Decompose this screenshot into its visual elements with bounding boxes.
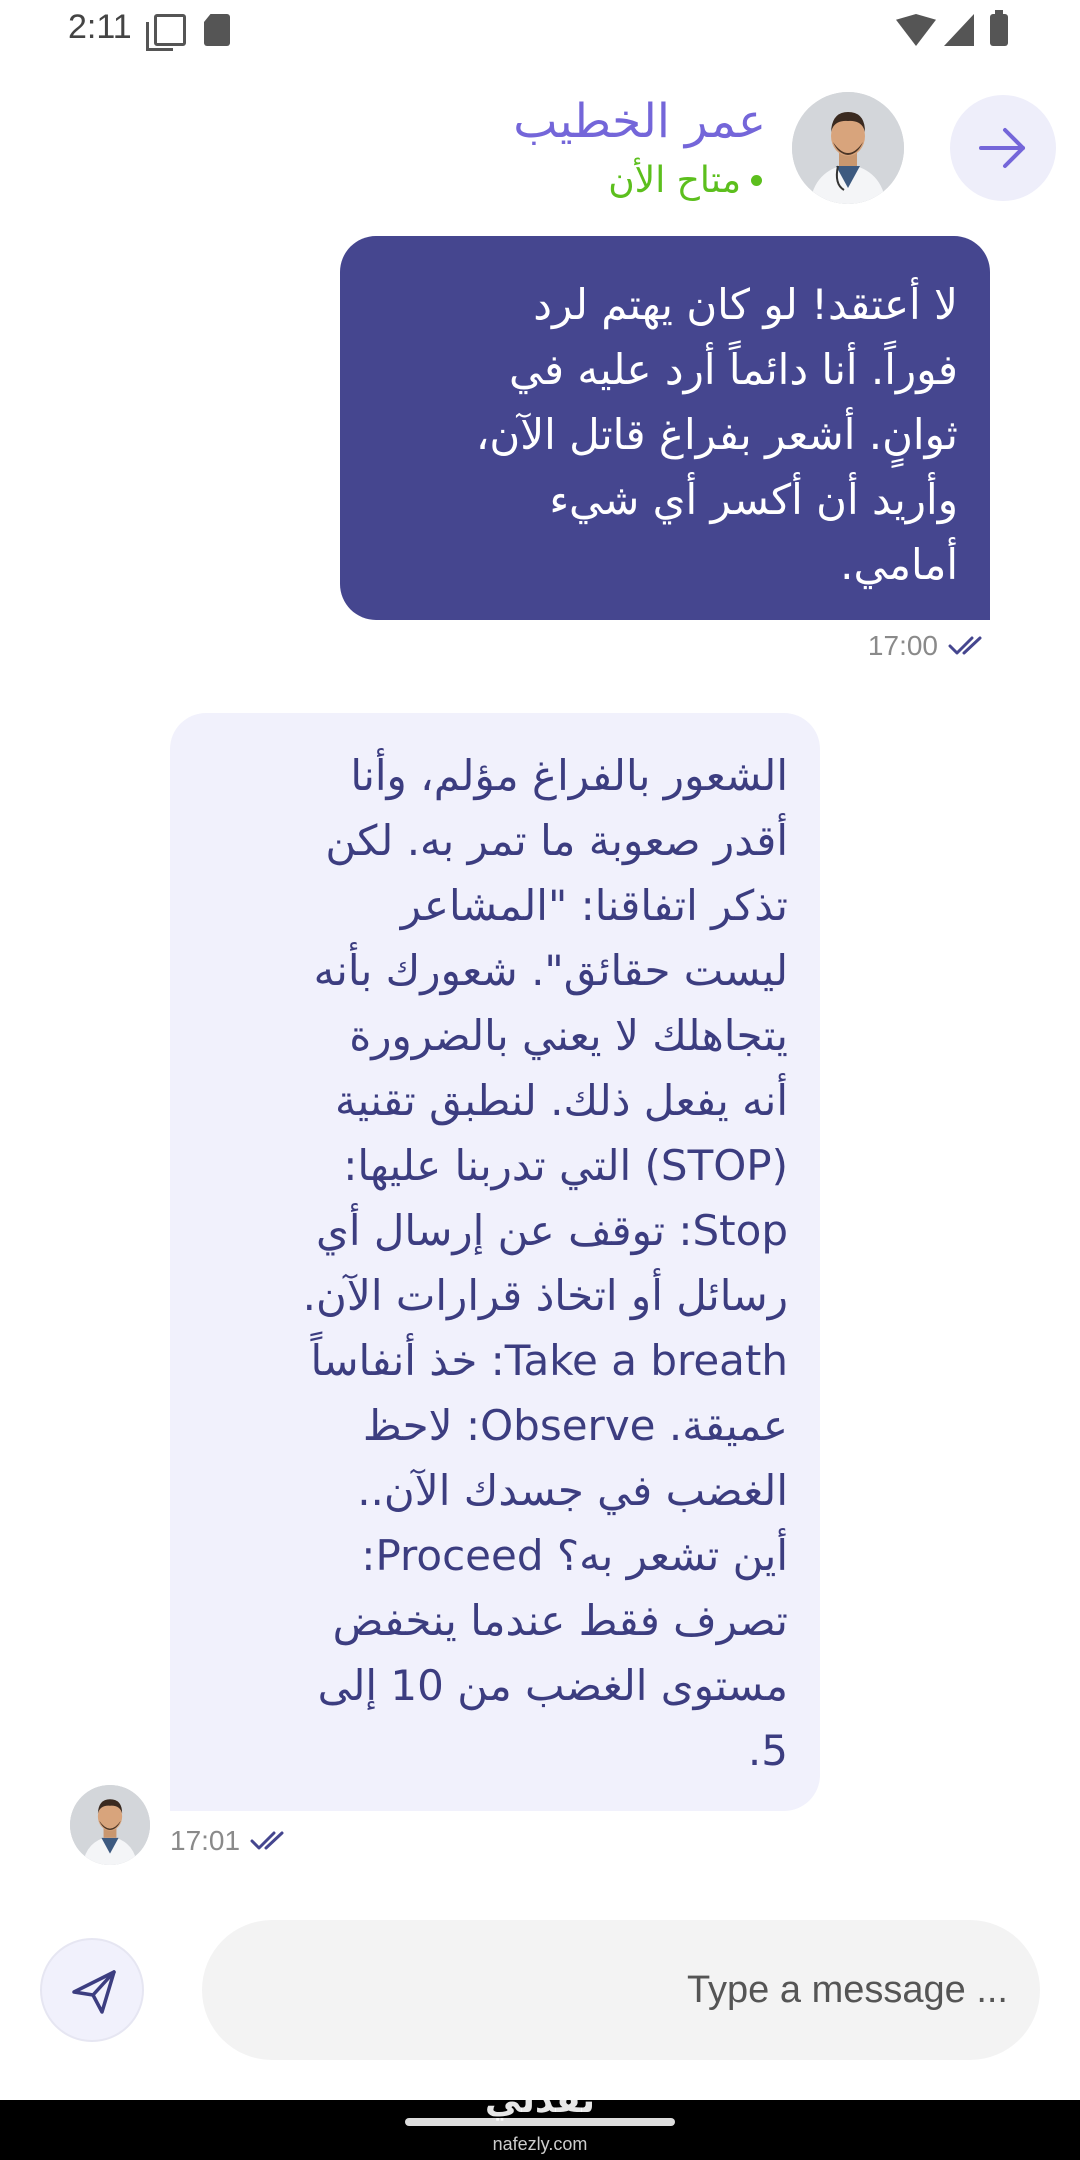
message-line: رسائل أو اتخاذ قرارات الآن.	[302, 1271, 788, 1320]
contact-name: عمر الخطيب	[513, 94, 766, 149]
message-line: فوراً. أنا دائماً أرد عليه في	[508, 345, 958, 394]
message-line: الغضب في جسدك الآن..	[357, 1466, 788, 1515]
screenshot-icon	[146, 14, 180, 48]
message-line: ثوانٍ. أشعر بفراغ قاتل الآن،	[475, 410, 958, 459]
message-line: تصرف فقط عندما ينخفض	[332, 1596, 788, 1645]
back-button[interactable]	[950, 95, 1056, 201]
message-line: (STOP) التي تدربنا عليها:	[343, 1141, 788, 1190]
message-line: وأريد أن أكسر أي شيء	[549, 475, 958, 524]
message-line: يتجاهلك لا يعني بالضرورة	[349, 1011, 788, 1060]
message-line: أين تشعر به؟ Proceed:	[361, 1531, 788, 1580]
message-line: 5.	[747, 1726, 788, 1775]
wifi-icon	[896, 14, 936, 46]
send-button[interactable]	[40, 1938, 144, 2042]
doctor-avatar-image	[70, 1785, 150, 1865]
online-dot-icon	[751, 175, 762, 186]
double-check-icon	[250, 1829, 292, 1853]
message-line: أقدر صعوبة ما تمر به. لكن	[325, 816, 788, 865]
signal-icon	[944, 14, 974, 46]
message-line: Stop: توقف عن إرسال أي	[315, 1206, 788, 1255]
double-check-icon	[948, 634, 990, 658]
watermark-logo: نفذلي	[484, 2080, 596, 2121]
sd-card-icon	[204, 14, 230, 46]
message-line: مستوى الغضب من 10 إلى	[317, 1661, 788, 1710]
outgoing-message-bubble[interactable]	[340, 236, 990, 620]
incoming-message-bubble[interactable]	[170, 713, 820, 1811]
message-input[interactable]	[202, 1920, 1040, 2060]
status-bar	[0, 0, 1080, 60]
message-line: أمامي.	[840, 540, 958, 589]
send-icon	[66, 1964, 122, 2020]
message-line: عميقة. Observe: لاحظ	[362, 1401, 788, 1450]
contact-avatar[interactable]	[792, 92, 904, 204]
message-line: ليست حقائق". شعورك بأنه	[313, 946, 788, 995]
contact-status	[608, 160, 762, 201]
status-time: 2:11	[68, 8, 132, 46]
message-line: تذكر اتفاقنا: "المشاعر	[400, 881, 788, 930]
sender-avatar[interactable]	[70, 1785, 150, 1865]
incoming-message-meta	[170, 1825, 292, 1857]
arrow-right-icon	[973, 118, 1033, 178]
message-line: Take a breath: خذ أنفاساً	[310, 1336, 788, 1385]
message-time: 17:01	[170, 1825, 241, 1856]
message-time: 17:00	[867, 630, 938, 661]
doctor-avatar-image	[792, 92, 904, 204]
outgoing-message-meta	[868, 630, 990, 662]
message-line: أنه يفعل ذلك. لنطبق تقنية	[335, 1076, 788, 1125]
contact-status-text: متاح الأن	[608, 160, 741, 201]
message-line: الشعور بالفراغ مؤلم، وأنا	[350, 751, 788, 800]
message-line: لا أعتقد! لو كان يهتم لرد	[533, 280, 958, 329]
watermark-url: nafezly.com	[492, 2134, 588, 2154]
battery-icon	[990, 14, 1008, 46]
